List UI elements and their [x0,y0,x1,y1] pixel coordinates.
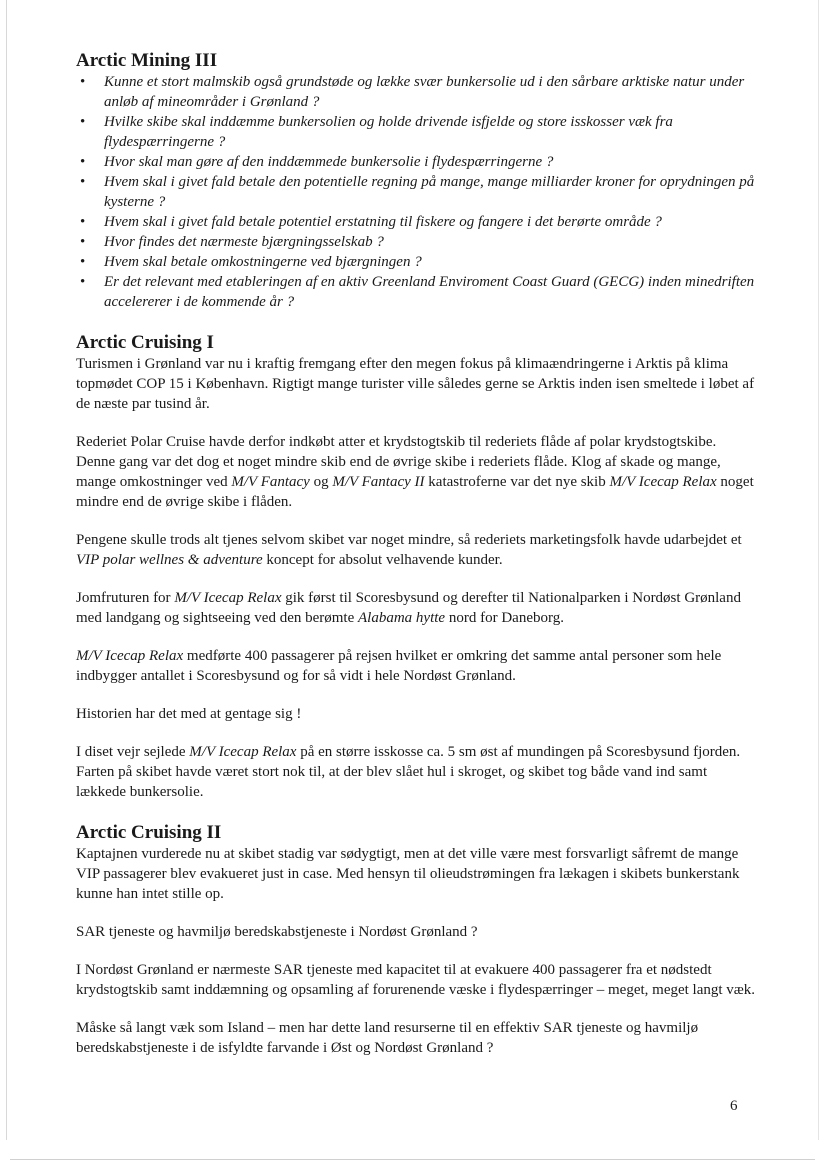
ship-name: M/V Icecap Relax [76,648,184,664]
ship-name: M/V Fantacy [231,474,310,490]
paragraph: Kaptajnen vurderede nu at skibet stadig var sødygtigt, men at det ville være mest forsvarligt såfremt de mange VIP passagerer blev evakueret just in case. Med hensyn til olieudstrømingen fra lækagen i skibets bunkerstank kunne han intet stille op. [76,846,740,902]
ship-name: M/V Icecap Relax [189,744,297,760]
paragraph: I Nordøst Grønland er nærmeste SAR tjeneste med kapacitet til at evakuere 400 passagerer fra et nødstedt krydstogtskib samt inddæmning og opsamling af forurenende væske i flydespærringer – meget, meget langt væk. [76,962,756,998]
paragraph: Måske så langt væk som Island – men har dette land resurserne til en effektiv SAR tjeneste og havmiljø beredskabstjeneste i de isfyldte farvande i Øst og Nordøst Grønland ? [76,1020,699,1056]
section-heading: Arctic Cruising II [76,822,222,843]
section-heading: Arctic Cruising I [76,332,214,353]
list-item: • Kunne et stort malmskib også grundstøde og lække svær bunkersolie ud i den sårbare arktiske natur under anløb af mineområder i Grønland ? [76,72,756,112]
paragraph: Historien har det med at gentage sig ! [76,706,302,722]
paragraph: I diset vejr sejlede M/V Icecap Relax på en større isskosse ca. 5 sm øst af mundingen på Scoresbysund fjorden. Farten på skibet havde været stort nok til, at der blev slået hul i skroget, og skibet tog både vand ind samt lækkede bunkersolie. [76,744,741,800]
question-list [76,72,756,312]
ship-name: M/V Icecap Relax [174,590,282,606]
list-item: • Hvor findes det nærmeste bjærgningsselskab ? [76,232,756,252]
paragraph: Turismen i Grønland var nu i kraftig fremgang efter den megen fokus på klimaændringerne i Arktis på klima topmødet COP 15 i København. Rigtigt mange turister ville således gerne se Arktis inden isen smeltede i løbet af de næste par tusind år. [76,356,755,412]
scan-edge-bottom [10,1159,815,1160]
concept-name: VIP polar wellnes & adventure [76,552,263,568]
list-item: • Hvem skal i givet fald betale potentiel erstatning til fiskere og fangere i det berørte område ? [76,212,756,232]
paragraph: Pengene skulle trods alt tjenes selvom skibet var noget mindre, så rederiets marketingsfolk havde udarbejdet et VIP polar wellnes & adventure koncept for absolut velhavende kunder. [76,532,742,568]
section-heading: Arctic Mining III [76,50,218,71]
section-arctic-cruising-2 [76,822,756,1058]
paragraph: M/V Icecap Relax medførte 400 passagerer på rejsen hvilket er omkring det samme antal personer som hele indbygger antallet i Scoresbysund og for så vidt i hele Nordøst Grønland. [76,648,722,684]
section-arctic-cruising-1 [76,332,756,802]
paragraph: SAR tjeneste og havmiljø beredskabstjeneste i Nordøst Grønland ? [76,924,478,940]
list-item: • Hvem skal i givet fald betale den potentielle regning på mange, mange milliarder kroner for oprydningen på kysterne ? [76,172,756,212]
paragraph: Rederiet Polar Cruise havde derfor indkøbt atter et krydstogtskib til rederiets flåde af polar krydstogtskibe. Denne gang var det dog et noget mindre skib end de øvrige skibe i rederiets flåde. Klog af skade og mange, mange omkostninger ved M/V Fantacy og M/V Fantacy II katastroferne var det nye skib M/V Icecap Relax noget mindre end de øvrige skibe i flåden. [76,434,754,510]
list-item: • Er det relevant med etableringen af en aktiv Greenland Enviroment Coast Guard (GECG) inden minedriften accelererer i de kommende år ? [76,272,756,312]
ship-name: M/V Icecap Relax [609,474,717,490]
page-number: 6 [730,1098,738,1114]
list-item: • Hvem skal betale omkostningerne ved bjærgningen ? [76,252,756,272]
section-arctic-mining-3 [76,50,756,312]
list-item: • Hvor skal man gøre af den inddæmmede bunkersolie i flydespærringerne ? [76,152,756,172]
paragraph: Jomfruturen for M/V Icecap Relax gik først til Scoresbysund og derefter til Nationalparken i Nordøst Grønland med landgang og sightseeing ved den berømte Alabama hytte nord for Daneborg. [76,590,741,626]
scan-edge-right [818,0,819,1140]
ship-name: M/V Fantacy II [332,474,425,490]
list-item: • Hvilke skibe skal inddæmme bunkersolien og holde drivende isfjelde og store isskosser væk fra flydespærringerne ? [76,112,756,152]
scan-edge-left [6,0,7,1140]
document-page [76,50,756,1058]
place-name: Alabama hytte [358,610,446,626]
